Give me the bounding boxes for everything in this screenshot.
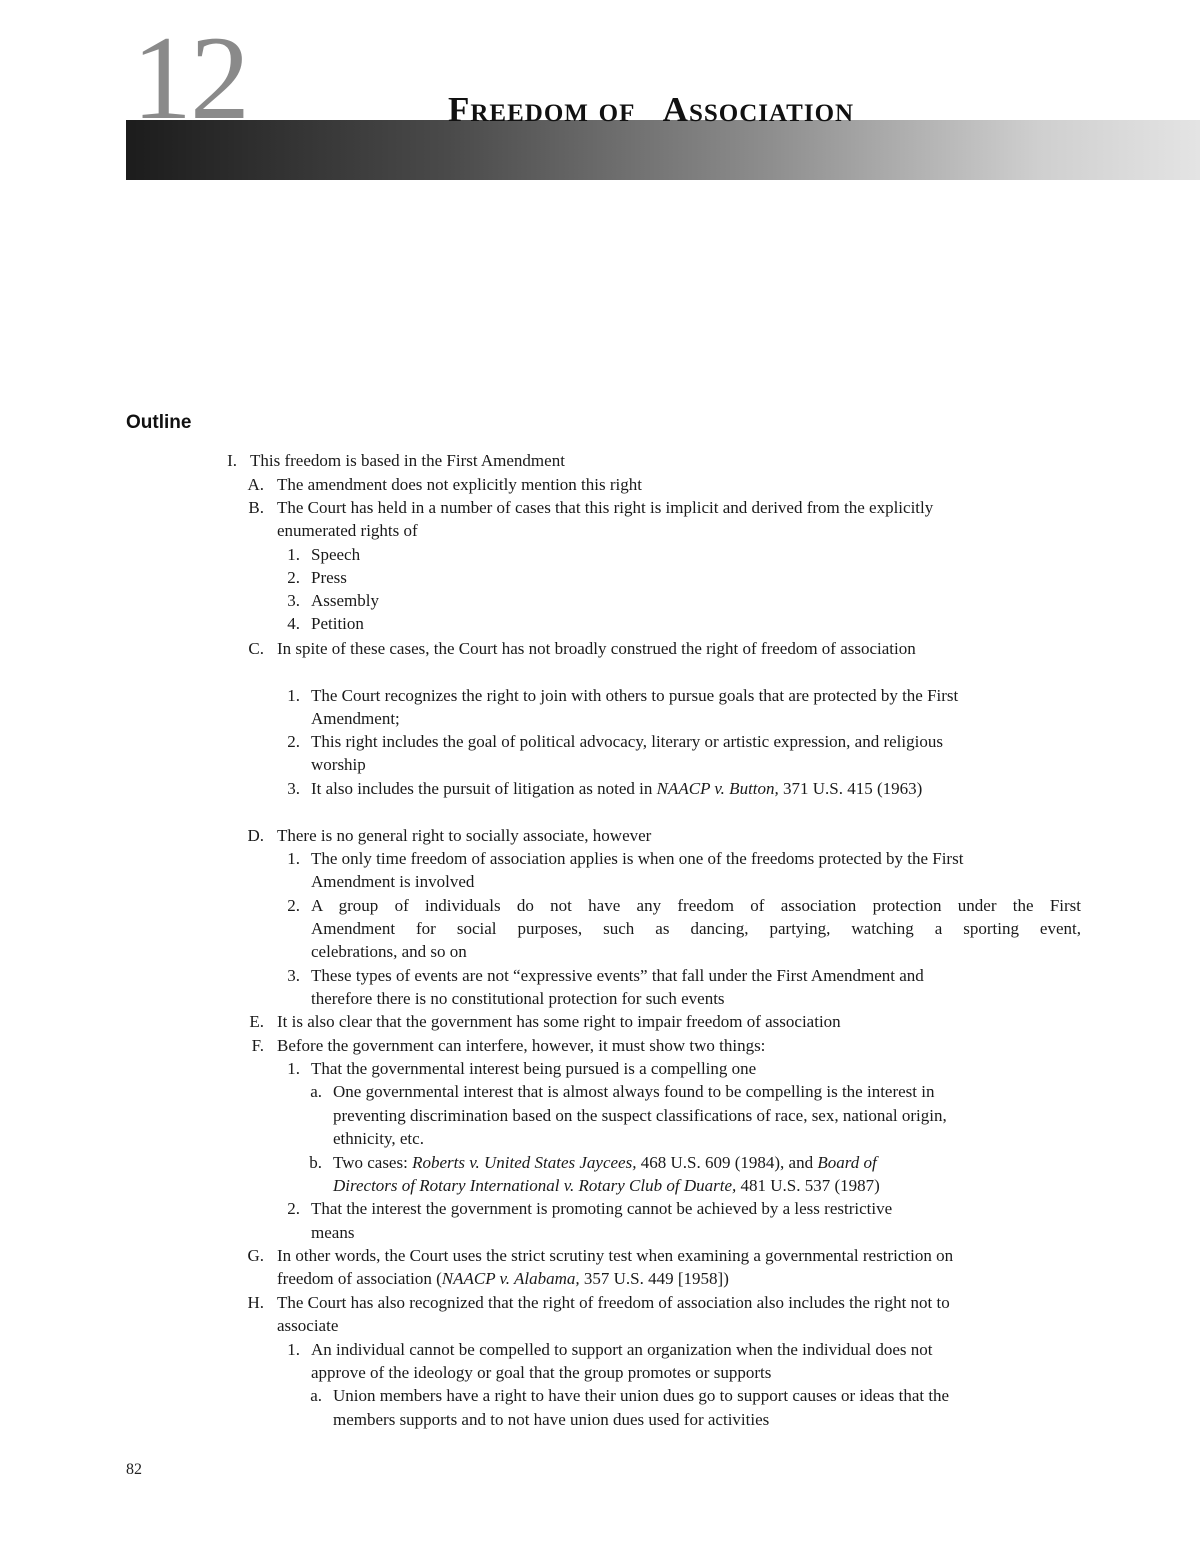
case-citation: Roberts v. United States Jaycees,: [412, 1153, 637, 1172]
item-text: The Court has held in a number of cases that this right is implicit and derived from the explicitly: [277, 498, 934, 517]
item-marker: 1.: [287, 686, 300, 705]
item-marker: 1.: [287, 1340, 300, 1359]
item-marker: 2.: [287, 568, 300, 587]
item-text: members supports and to not have union dues used for activities: [333, 1410, 770, 1429]
item-marker: 1.: [287, 545, 300, 564]
item-marker: a.: [310, 1386, 322, 1405]
item-marker: H.: [247, 1293, 264, 1312]
item-text: It is also clear that the government has some right to impair freedom of association: [277, 1012, 841, 1031]
item-text: Press: [311, 568, 347, 587]
item-marker: C.: [248, 639, 264, 658]
item-text: These types of events are not “expressive events” that fall under the First Amendment and: [311, 966, 924, 985]
item-text: The Court has also recognized that the right of freedom of association also includes the right not to: [277, 1293, 950, 1312]
item-text: Amendment is involved: [311, 872, 475, 891]
item-text-part: Two cases:: [333, 1153, 413, 1172]
item-text: The amendment does not explicitly mention this right: [277, 475, 642, 494]
item-text: [311, 777, 922, 800]
item-marker: 3.: [287, 591, 300, 610]
item-marker: A.: [247, 475, 264, 494]
item-text: Assembly: [311, 591, 379, 610]
item-text: A group of individuals do not have any freedom of association protection under the First: [311, 896, 1081, 915]
item-text: This right includes the goal of political advocacy, literary or artistic expression, and religious: [311, 732, 943, 751]
item-text: [333, 1174, 880, 1197]
page-number: 82: [126, 1461, 142, 1478]
item-text-part: 371 U.S. 415 (1963): [778, 779, 923, 798]
item-text: In spite of these cases, the Court has not broadly construed the right of freedom of association: [277, 639, 916, 658]
item-text: means: [311, 1223, 355, 1242]
item-text: Amendment;: [311, 709, 400, 728]
item-text: approve of the ideology or goal that the group promotes or supports: [311, 1363, 772, 1382]
item-marker: a.: [310, 1082, 322, 1101]
item-text-part: 481 U.S. 537 (1987): [736, 1176, 880, 1195]
item-text: In other words, the Court uses the strict scrutiny test when examining a governmental restriction on: [277, 1246, 954, 1265]
item-marker: 3.: [287, 966, 300, 985]
item-text-part: 468 U.S. 609 (1984), and: [636, 1153, 818, 1172]
item-text: Before the government can interfere, however, it must show two things:: [277, 1036, 766, 1055]
case-citation: Board of: [817, 1153, 877, 1172]
item-marker: 1.: [287, 1059, 300, 1078]
item-text: worship: [311, 755, 366, 774]
item-text: The Court recognizes the right to join with others to pursue goals that are protected by the First: [311, 686, 959, 705]
item-text: One governmental interest that is almost always found to be compelling is the interest in: [333, 1082, 935, 1101]
case-citation: Directors of Rotary International v. Rotary Club of Duarte,: [333, 1176, 737, 1195]
item-text: ethnicity, etc.: [333, 1129, 424, 1148]
item-marker: 2.: [287, 896, 300, 915]
item-text: Amendment for social purposes, such as dancing, partying, watching a sporting event,: [311, 919, 1081, 938]
item-marker: D.: [247, 826, 264, 845]
item-text: celebrations, and so on: [311, 942, 467, 961]
item-marker: 4.: [287, 614, 300, 633]
item-marker: b.: [309, 1153, 322, 1172]
item-text: [277, 1267, 729, 1290]
item-marker: F.: [251, 1036, 264, 1055]
chapter-header-band: [126, 120, 1200, 180]
chapter-number: 12: [132, 11, 248, 144]
case-citation: NAACP v. Button,: [656, 779, 779, 798]
item-text-part: It also includes the pursuit of litigation as noted in: [311, 779, 657, 798]
item-text: That the interest the government is promoting cannot be achieved by a less restrictive: [311, 1199, 893, 1218]
item-text: preventing discrimination based on the suspect classifications of race, sex, national origin,: [333, 1106, 947, 1125]
outline-heading: Outline: [126, 412, 192, 433]
item-marker: 2.: [287, 732, 300, 751]
item-marker: I.: [227, 451, 237, 470]
item-text: therefore there is no constitutional protection for such events: [311, 989, 725, 1008]
item-text: That the governmental interest being pursued is a compelling one: [311, 1059, 757, 1078]
item-text: There is no general right to socially associate, however: [277, 826, 652, 845]
item-text: Union members have a right to have their union dues go to support causes or ideas that the: [333, 1386, 950, 1405]
item-marker: 1.: [287, 849, 300, 868]
item-text-part: 357 U.S. 449 [1958]): [579, 1269, 729, 1288]
item-marker: B.: [248, 498, 264, 517]
item-text: [333, 1151, 877, 1174]
item-text: enumerated rights of: [277, 521, 418, 540]
item-marker: E.: [249, 1012, 264, 1031]
chapter-title: Freedom of Association: [448, 90, 855, 129]
case-citation: NAACP v. Alabama,: [441, 1269, 580, 1288]
item-text: An individual cannot be compelled to support an organization when the individual does not: [311, 1340, 933, 1359]
item-text: This freedom is based in the First Amendment: [250, 451, 565, 470]
item-text: The only time freedom of association applies is when one of the freedoms protected by the First: [311, 849, 964, 868]
item-marker: 2.: [287, 1199, 300, 1218]
item-marker: G.: [247, 1246, 264, 1265]
item-marker: 3.: [287, 779, 300, 798]
item-text: associate: [277, 1316, 339, 1335]
item-text-part: freedom of association (: [277, 1269, 442, 1288]
item-text: Speech: [311, 545, 361, 564]
item-text: Petition: [311, 614, 364, 633]
